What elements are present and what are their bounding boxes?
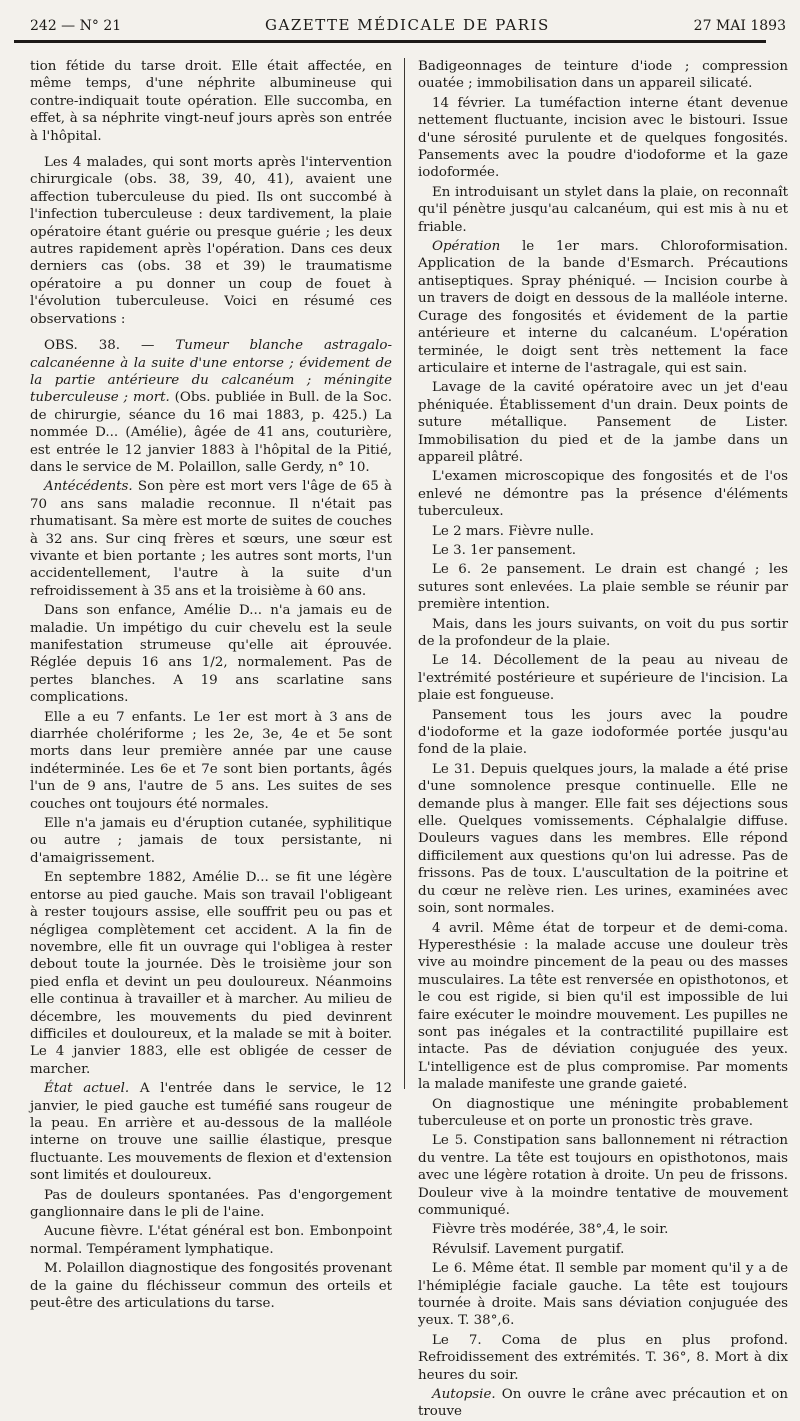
- paragraph-text: Révulsif. Lavement purgatif.: [432, 1241, 625, 1257]
- paragraph-text: Mais, dans les jours suivants, on voit du pus sortir de la profondeur de la plaie.: [418, 616, 788, 649]
- paragraph-text: Le 6. 2e pansement. Le drain est changé ; les sutures sont enlevées. La plaie semble se réunir par première intention.: [418, 562, 788, 613]
- paragraph: [418, 238, 788, 377]
- right-column: [418, 58, 788, 1420]
- paragraph: [30, 58, 392, 145]
- paragraph: [30, 869, 392, 1078]
- italic-heading: État actuel.: [44, 1081, 130, 1097]
- paragraph: [418, 184, 788, 236]
- observation-number: OBS. 38. —: [44, 338, 176, 354]
- paragraph-text: En introduisant un stylet dans la plaie, on reconnaît qu'il pénètre jusqu'au calcanéum, qui est mis à nu et friable.: [418, 184, 788, 235]
- paragraph-text: On ouvre le crâne avec précaution et on trouve: [418, 1387, 788, 1420]
- paragraph: [418, 761, 788, 918]
- paragraph-text: le 1er mars. Chloroformisation. Application de la bande d'Esmarch. Précautions antiseptiques. Spray phéniqué. — Incision courbe à un travers de doigt en dessous de la malléole interne. Curage des fongosités et évidement de la partie antérieure et interne du calcanéum. L'opération terminée, le doigt sent très nettement la face articulaire et interne de l'astragale, qui est sain.: [418, 239, 788, 376]
- paragraph: [418, 707, 788, 759]
- paragraph-text: Aucune fièvre. L'état général est bon. Embonpoint normal. Tempérament lymphatique.: [30, 1224, 392, 1257]
- paragraph-text: Elle a eu 7 enfants. Le 1er est mort à 3 ans de diarrhée cholériforme ; les 2e, 3e, 4e et 5e sont morts dans leur première année par une cause indéterminée. Les 6e et 7e sont bien portants, âgés l'un de 9 ans, l'autre de 5 ans. Les suites de ses couches ont toujours été normales.: [30, 709, 392, 812]
- column-divider: [404, 58, 405, 1089]
- paragraph: [30, 815, 392, 867]
- paragraph-text: 14 février. La tuméfaction interne étant devenue nettement fluctuante, incision avec le bistouri. Issue d'une sérosité purulente et de quelques fongosités. Pansements avec la poudre d'iodoforme et la gaze iodoformée.: [418, 95, 788, 181]
- paragraph-text: Le 3. 1er pansement.: [432, 542, 577, 558]
- paragraph: [418, 920, 788, 1094]
- paragraph-text: En septembre 1882, Amélie D... se fit une légère entorse au pied gauche. Mais son travail l'obligeant à rester toujours assise, elle souffrit peu ou pas et négligea complètement cet accident. A la fin de novembre, elle fit un ouvrage qui l'obligea à rester debout toute la journée. Dès le troisième jour son pied enfla et devint un peu douloureux. Néanmoins elle continua à travailler et à marcher. Au milieu de décembre, les mouvements du pied devinrent difficiles et douloureux, et la malade se mit à boiter. Le 4 janvier 1883, elle est obligée de cesser de marcher.: [30, 870, 392, 1077]
- paragraph-text: 4 avril. Même état de torpeur et de demi-coma. Hyperesthésie : la malade accuse une douleur très vive au moindre pincement de la peau ou des masses musculaires. La tête est renversée en opisthotonos, et le cou est rigide, si bien qu'il est impossible de lui faire exécuter le moindre mouvement. Les pupilles ne sont pas inégales et la contractilité pupillaire est intacte. Pas de déviation conjuguée des yeux. L'intelligence est de plus compromise. Par moments la malade manifeste une grande gaieté.: [418, 920, 788, 1093]
- paragraph-text: A l'entrée dans le service, le 12 janvier, le pied gauche est tuméfié sans rougeur de la peau. En arrière et au-dessous de la malléole interne on trouve une saillie élastique, presque fluctuante. Les mouvements de flexion et d'extension sont limités et douloureux.: [30, 1081, 393, 1184]
- paragraph: [418, 468, 788, 520]
- paragraph: [418, 561, 788, 613]
- paragraph-text: Pas de douleurs spontanées. Pas d'engorgement ganglionnaire dans le pli de l'aine.: [30, 1187, 392, 1220]
- italic-heading: Tumeur blanche astragalo-calcanéenne à la suite d'une entorse ; évidement de la partie antérieure du calcanéum ; méningite tuberculeuse ; mort.: [30, 338, 392, 406]
- paragraph-text: Le 7. Coma de plus en plus profond. Refroidissement des extrémités. T. 36°, 8. Mort à dix heures du soir.: [418, 1332, 788, 1383]
- paragraph: [418, 1132, 788, 1219]
- paragraph: [30, 1080, 392, 1184]
- paragraph: [418, 542, 788, 559]
- paragraph: [30, 478, 392, 600]
- paragraph-text: Le 6. Même état. Il semble par moment qu'il y a de l'hémiplégie faciale gauche. La tête est toujours tournée à droite. Mais sans déviation conjuguée des yeux. T. 38°,6.: [418, 1261, 788, 1329]
- issue-date: 27 MAI 1893: [693, 18, 786, 34]
- paragraph: [30, 1223, 392, 1258]
- paragraph: [30, 602, 392, 706]
- paragraph: [418, 1241, 788, 1258]
- paragraph-text: L'examen microscopique des fongosités et de l'os enlevé ne démontre pas la présence d'éléments tuberculeux.: [418, 469, 788, 520]
- paragraph-text: Elle n'a jamais eu d'éruption cutanée, syphilitique ou autre ; jamais de toux persistante, ni d'amaigrissement.: [30, 816, 392, 866]
- italic-heading: Antécédents.: [44, 479, 133, 495]
- journal-title: GAZETTE MÉDICALE DE PARIS: [265, 16, 550, 34]
- paragraph: [418, 95, 788, 182]
- paragraph: [418, 1332, 788, 1384]
- paragraph-text: Pansement tous les jours avec la poudre d'iodoforme et la gaze iodoformée portée jusqu'au fond de la plaie.: [418, 707, 788, 758]
- paragraph: [418, 1221, 788, 1238]
- page-header: [30, 16, 786, 36]
- paragraph: [30, 709, 392, 813]
- paragraph: [418, 616, 788, 651]
- paragraph: [418, 58, 788, 93]
- header-rule: [14, 40, 766, 43]
- paragraph-text: On diagnostique une méningite probablement tuberculeuse et on porte un pronostic très grave.: [418, 1096, 788, 1129]
- paragraph-text: M. Polaillon diagnostique des fongosités provenant de la gaine du fléchisseur commun des orteils et peut-être des articulations du tarse.: [30, 1261, 392, 1312]
- paragraph-text: (Obs. publiée in Bull. de la Soc. de chirurgie, séance du 16 mai 1883, p. 425.) La nommée D... (Amélie), âgée de 41 ans, couturière, est entrée le 12 janvier 1883 à l'hôpital de la Pitié, dans le service de M. Polaillon, salle Gerdy, n° 10.: [30, 390, 393, 475]
- paragraph: [30, 1187, 392, 1222]
- paragraph-text: Dans son enfance, Amélie D... n'a jamais eu de maladie. Un impétigo du cuir chevelu est la seule manifestation strumeuse qu'elle ait éprouvée. Réglée depuis 16 ans 1/2, normalement. Pas de pertes blanches. A 19 ans scarlatine sans complications.: [30, 603, 392, 706]
- paragraph: [30, 154, 392, 328]
- paragraph: [418, 652, 788, 704]
- paragraph-text: Le 2 mars. Fièvre nulle.: [432, 523, 594, 539]
- paragraph-text: Les 4 malades, qui sont morts après l'intervention chirurgicale (obs. 38, 39, 40, 41), avaient une affection tuberculeuse du pied. Ils ont succombé à l'infection tuberculeuse : deux tardivement, la plaie opératoire étant guérie ou presque guérie ; les deux autres rapidement après l'opération. Dans ces deux derniers cas (obs. 38 et 39) le traumatisme opératoire a pu donner un coup de fouet à l'évolution tuberculeuse. Voici en résumé ces observations :: [30, 155, 392, 327]
- italic-heading: Autopsie.: [432, 1387, 496, 1403]
- paragraph: [418, 1386, 788, 1421]
- paragraph-text: Le 31. Depuis quelques jours, la malade a été prise d'une somnolence presque continuelle. Elle ne demande plus à manger. Elle fait ses déjections sous elle. Quelques vomissements. Céphalalgie diffuse. Douleurs vagues dans les membres. Elle répond difficilement aux questions qu'on lui adresse. Pas de frissons. Pas de toux. L'auscultation de la poitrine et du cœur ne relève rien. Les urines, examinées avec soin, sont normales.: [418, 761, 788, 917]
- paragraph-text: Badigeonnages de teinture d'iode ; compression ouatée ; immobilisation dans un appareil silicaté.: [418, 59, 788, 92]
- paragraph: [418, 1260, 788, 1330]
- paragraph-text: tion fétide du tarse droit. Elle était affectée, en même temps, d'une néphrite albumineuse qui contre-indiquait toute opération. Elle succomba, en effet, à sa néphrite vingt-neuf jours après son entrée à l'hôpital.: [30, 59, 392, 144]
- paragraph-text: Le 14. Décollement de la peau au niveau de l'extrémité postérieure et supérieure de l'incision. La plaie est fongueuse.: [418, 653, 788, 704]
- italic-heading: Opération: [432, 239, 501, 255]
- paragraph-text: Lavage de la cavité opératoire avec un jet d'eau phéniquée. Établissement d'un drain. Deux points de suture métallique. Pansement de Lister. Immobilisation du pied et de la jambe dans un appareil plâtré.: [418, 380, 788, 465]
- left-column: [30, 58, 393, 1312]
- paragraph: [30, 1260, 392, 1312]
- paragraph: [418, 523, 788, 540]
- paragraph-text: Le 5. Constipation sans ballonnement ni rétraction du ventre. La tête est toujours en opisthotonos, mais avec une légère rotation à droite. Un peu de frissons. Douleur vive à la moindre tentative de mouvement communiqué.: [418, 1133, 788, 1218]
- page-number: 242 — N° 21: [30, 18, 122, 34]
- paragraph-text: Son père est mort vers l'âge de 65 à 70 ans sans maladie reconnue. Il n'était pas rhumatisant. Sa mère est morte de suites de couches à 32 ans. Sur cinq frères et sœurs, une sœur est vivante et bien portante ; les autres sont morts, l'un accidentellement, l'autre à la suite d'un refroidissement à 35 ans et la troisième à 60 ans.: [30, 479, 392, 599]
- paragraph: [30, 337, 392, 476]
- paragraph: [418, 1096, 788, 1131]
- paragraph-text: Fièvre très modérée, 38°,4, le soir.: [432, 1222, 669, 1238]
- paragraph: [418, 379, 788, 466]
